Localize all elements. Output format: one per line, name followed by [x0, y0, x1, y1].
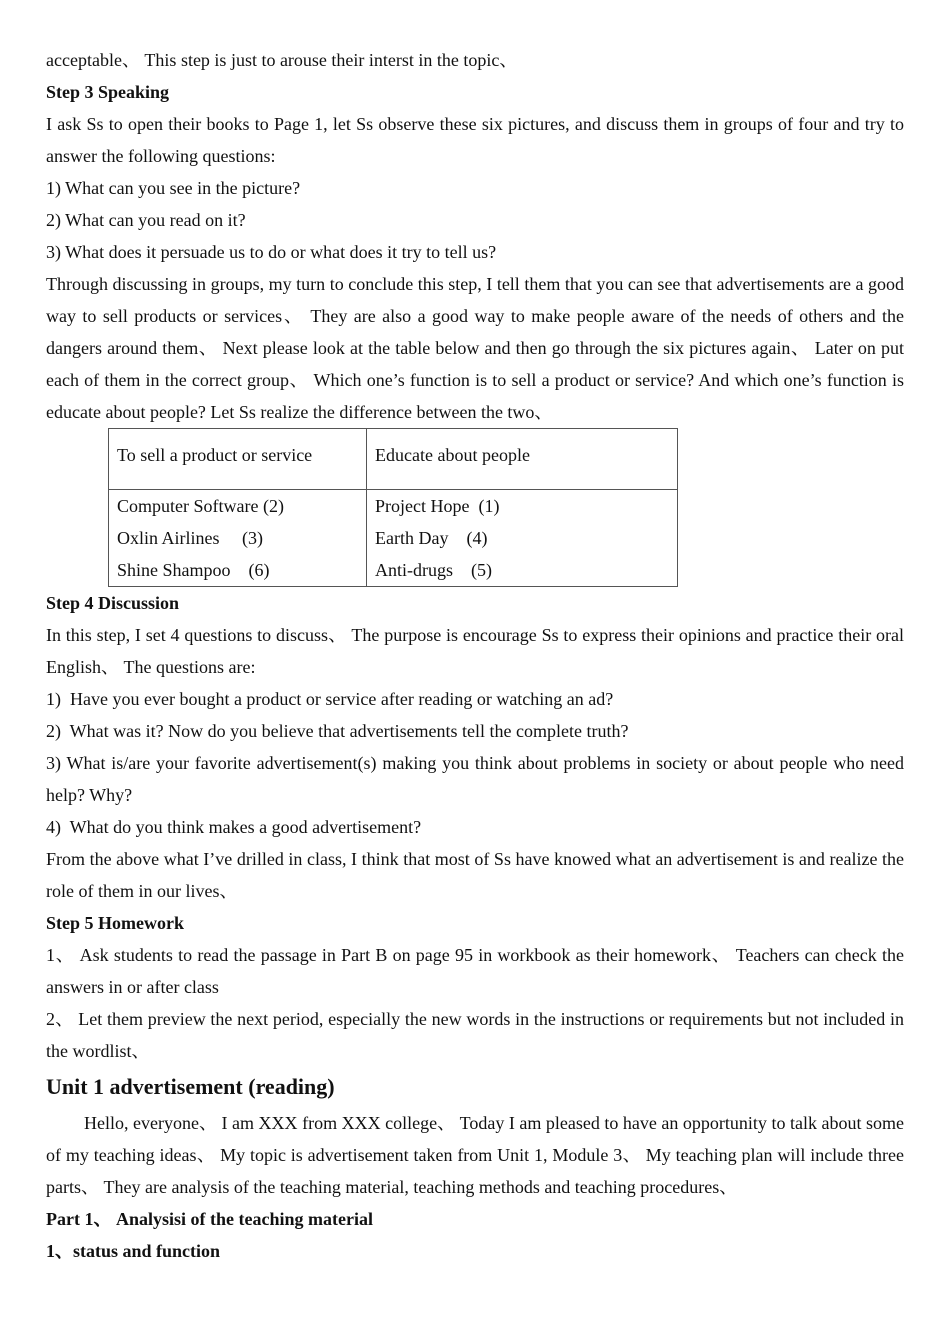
advertisement-function-table	[108, 428, 678, 587]
step4-conclusion-paragraph: From the above what I’ve drilled in class, I think that most of Ss have knowed what an advertisement is and realize the role of them in our lives、	[46, 849, 904, 901]
text-line: acceptable、 This step is just to arouse their interst in the topic、	[46, 50, 518, 70]
table-item: Anti-drugs (5)	[375, 560, 492, 580]
step3-heading: Step 3 Speaking	[46, 82, 170, 102]
unit-heading: Unit 1 advertisement (reading)	[46, 1074, 335, 1099]
table-header-cell: To sell a product or service	[109, 429, 367, 490]
table-item: Oxlin Airlines (3)	[117, 528, 263, 548]
table-item: Shine Shampoo (6)	[117, 560, 270, 580]
subsection-heading: 1、status and function	[46, 1241, 221, 1261]
table-header-cell: Educate about people	[367, 429, 678, 490]
step3-intro-paragraph: I ask Ss to open their books to Page 1, let Ss observe these six pictures, and discuss them in groups of four and try to answer the following questions:	[46, 114, 904, 166]
part1-heading: Part 1、 Analysisi of the teaching material	[46, 1209, 373, 1229]
discussion-question-4: 4) What do you think makes a good advertisement?	[46, 817, 422, 837]
discussion-question-1: 1) Have you ever bought a product or service after reading or watching an ad?	[46, 689, 614, 709]
step4-intro-paragraph: In this step, I set 4 questions to discuss、 The purpose is encourage Ss to express their opinions and practice their oral English、 The questions are:	[46, 625, 904, 677]
step5-heading: Step 5 Homework	[46, 913, 184, 933]
step4-heading: Step 4 Discussion	[46, 593, 180, 613]
question-3: 3) What does it persuade us to do or what does it try to tell us?	[46, 242, 497, 262]
table-item: Earth Day (4)	[375, 528, 488, 548]
table-header-row	[109, 429, 678, 490]
table-item: Computer Software (2)	[117, 496, 284, 516]
table-cell-sell	[109, 490, 367, 587]
question-1: 1) What can you see in the picture?	[46, 178, 301, 198]
question-2: 2) What can you read on it?	[46, 210, 246, 230]
table-item: Project Hope (1)	[375, 496, 500, 516]
table-row	[109, 490, 678, 587]
step3-conclusion-paragraph: Through discussing in groups, my turn to conclude this step, I tell them that you can see that advertisements are a good way to sell products or services、 They are also a good way to make people aware of the needs of others and the dangers around them、 Next please look at the table below and then go through the six pictures again、 Later on put each of them in the correct group、 Which one’s function is to sell a product or service? And which one’s function is educate about people? Let Ss realize the difference between the two、	[46, 274, 904, 422]
table-cell-educate	[367, 490, 678, 587]
discussion-question-2: 2) What was it? Now do you believe that advertisements tell the complete truth?	[46, 721, 629, 741]
homework-item-1: 1、 Ask students to read the passage in Part B on page 95 in workbook as their homework、 Teachers can check the answers in or after class	[46, 945, 904, 997]
discussion-question-3: 3) What is/are your favorite advertisement(s) making you think about problems in society or about people who need help? Why?	[46, 753, 904, 805]
homework-item-2: 2、 Let them preview the next period, especially the new words in the instructions or requirements but not included in the wordlist、	[46, 1009, 904, 1061]
intro-paragraph: Hello, everyone、 I am XXX from XXX college、 Today I am pleased to have an opportunity to talk about some of my teaching ideas、 My topic is advertisement taken from Unit 1, Module 3、 My teaching plan will include three parts、 They are analysis of the teaching material, teaching methods and teaching procedures、	[46, 1113, 904, 1197]
